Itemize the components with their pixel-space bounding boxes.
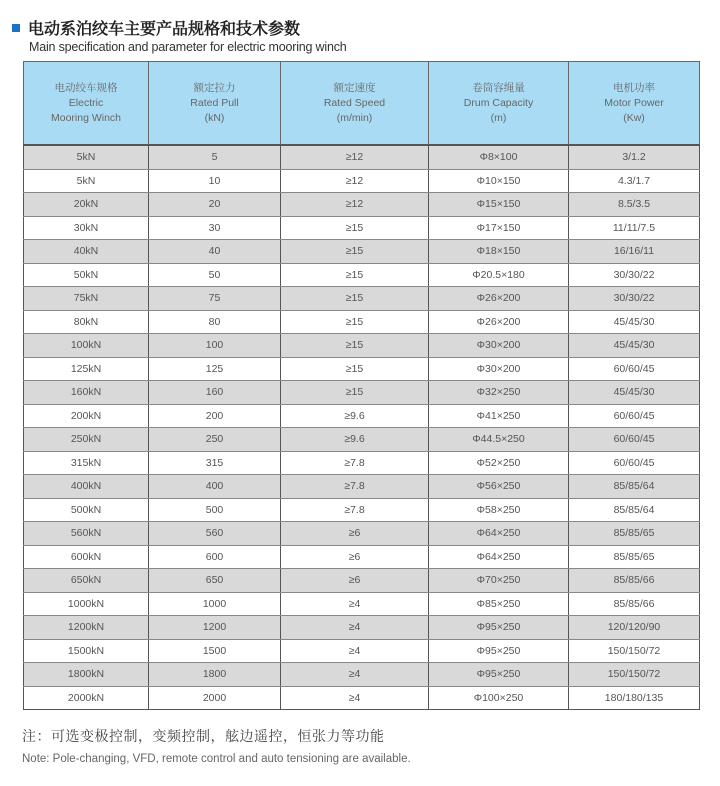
- header-label-cn: 电动绞车规格: [54, 81, 118, 94]
- cell-drum-capacity: Φ17×150: [429, 216, 569, 240]
- cell-rated-speed: ≥6: [281, 522, 429, 546]
- table-row: [24, 145, 700, 169]
- cell-rated-pull: 10: [149, 169, 281, 193]
- table-row: [24, 357, 700, 381]
- cell-drum-capacity: Φ85×250: [429, 592, 569, 616]
- cell-winch-spec: 500kN: [24, 498, 149, 522]
- table-row: [24, 334, 700, 358]
- cell-rated-speed: ≥6: [281, 545, 429, 569]
- cell-rated-speed: ≥4: [281, 616, 429, 640]
- cell-winch-spec: 2000kN: [24, 686, 149, 710]
- cell-winch-spec: 100kN: [24, 334, 149, 358]
- cell-winch-spec: 315kN: [24, 451, 149, 475]
- cell-rated-pull: 5: [149, 145, 281, 169]
- cell-motor-power: 85/85/66: [569, 592, 700, 616]
- cell-motor-power: 4.3/1.7: [569, 169, 700, 193]
- cell-winch-spec: 160kN: [24, 381, 149, 405]
- cell-drum-capacity: Φ10×150: [429, 169, 569, 193]
- cell-drum-capacity: Φ15×150: [429, 193, 569, 217]
- cell-rated-speed: ≥15: [281, 287, 429, 311]
- cell-rated-pull: 1000: [149, 592, 281, 616]
- table-row: [24, 592, 700, 616]
- cell-drum-capacity: Φ30×200: [429, 357, 569, 381]
- cell-winch-spec: 75kN: [24, 287, 149, 311]
- cell-rated-pull: 200: [149, 404, 281, 428]
- cell-rated-pull: 315: [149, 451, 281, 475]
- cell-rated-speed: ≥15: [281, 216, 429, 240]
- cell-motor-power: 85/85/65: [569, 545, 700, 569]
- cell-motor-power: 30/30/22: [569, 287, 700, 311]
- cell-rated-pull: 1500: [149, 639, 281, 663]
- cell-rated-pull: 400: [149, 475, 281, 499]
- cell-winch-spec: 30kN: [24, 216, 149, 240]
- cell-rated-speed: ≥15: [281, 310, 429, 334]
- cell-winch-spec: 1000kN: [24, 592, 149, 616]
- cell-motor-power: 45/45/30: [569, 334, 700, 358]
- cell-motor-power: 11/11/7.5: [569, 216, 700, 240]
- header-label-en1: Rated Speed: [323, 96, 386, 109]
- cell-winch-spec: 400kN: [24, 475, 149, 499]
- cell-rated-speed: ≥7.8: [281, 498, 429, 522]
- cell-rated-pull: 160: [149, 381, 281, 405]
- table-row: [24, 169, 700, 193]
- cell-drum-capacity: Φ52×250: [429, 451, 569, 475]
- header-label-cn: 额定拉力: [193, 81, 236, 94]
- cell-winch-spec: 20kN: [24, 193, 149, 217]
- header-label-cn: 卷筒容绳量: [472, 81, 525, 94]
- cell-drum-capacity: Φ18×150: [429, 240, 569, 264]
- table-row: [24, 310, 700, 334]
- table-row: [24, 663, 700, 687]
- cell-drum-capacity: Φ26×200: [429, 310, 569, 334]
- cell-rated-pull: 125: [149, 357, 281, 381]
- header-label-en1: Electric: [68, 96, 104, 109]
- header-label-en2: (kN): [204, 111, 225, 124]
- cell-motor-power: 85/85/65: [569, 522, 700, 546]
- header-rated-pull: [149, 62, 281, 146]
- cell-drum-capacity: Φ64×250: [429, 522, 569, 546]
- header-winch-spec: [24, 62, 149, 146]
- page-title-cn: 电动系泊绞车主要产品规格和技术参数: [28, 21, 301, 38]
- cell-winch-spec: 50kN: [24, 263, 149, 287]
- cell-rated-speed: ≥9.6: [281, 404, 429, 428]
- cell-rated-pull: 650: [149, 569, 281, 593]
- cell-motor-power: 60/60/45: [569, 451, 700, 475]
- table-row: [24, 287, 700, 311]
- cell-motor-power: 180/180/135: [569, 686, 700, 710]
- cell-motor-power: 60/60/45: [569, 404, 700, 428]
- header-drum-capacity: [429, 62, 569, 146]
- cell-rated-pull: 50: [149, 263, 281, 287]
- header-row: [24, 62, 700, 146]
- cell-motor-power: 45/45/30: [569, 310, 700, 334]
- cell-winch-spec: 5kN: [24, 145, 149, 169]
- cell-rated-speed: ≥15: [281, 240, 429, 264]
- header-label-en2: (Kw): [623, 111, 645, 124]
- cell-rated-pull: 1200: [149, 616, 281, 640]
- header-label-en2: (m): [490, 111, 507, 124]
- cell-drum-capacity: Φ44.5×250: [429, 428, 569, 452]
- table-row: [24, 404, 700, 428]
- table-row: [24, 569, 700, 593]
- cell-rated-pull: 250: [149, 428, 281, 452]
- cell-rated-speed: ≥9.6: [281, 428, 429, 452]
- cell-rated-pull: 600: [149, 545, 281, 569]
- cell-rated-speed: ≥15: [281, 357, 429, 381]
- cell-rated-speed: ≥15: [281, 381, 429, 405]
- cell-drum-capacity: Φ8×100: [429, 145, 569, 169]
- spec-table-head: [24, 62, 700, 146]
- spec-table-body: [24, 145, 700, 710]
- table-row: [24, 193, 700, 217]
- page-title-en: Main specification and parameter for electric mooring winch: [29, 40, 347, 54]
- table-row: [24, 686, 700, 710]
- spec-table: [23, 61, 700, 710]
- cell-winch-spec: 5kN: [24, 169, 149, 193]
- cell-rated-pull: 20: [149, 193, 281, 217]
- cell-winch-spec: 650kN: [24, 569, 149, 593]
- cell-drum-capacity: Φ30×200: [429, 334, 569, 358]
- cell-rated-pull: 500: [149, 498, 281, 522]
- header-motor-power: [569, 62, 700, 146]
- table-row: [24, 381, 700, 405]
- cell-winch-spec: 125kN: [24, 357, 149, 381]
- table-row: [24, 240, 700, 264]
- cell-drum-capacity: Φ100×250: [429, 686, 569, 710]
- cell-rated-speed: ≥7.8: [281, 475, 429, 499]
- cell-motor-power: 30/30/22: [569, 263, 700, 287]
- cell-rated-speed: ≥12: [281, 145, 429, 169]
- cell-motor-power: 85/85/66: [569, 569, 700, 593]
- cell-drum-capacity: Φ32×250: [429, 381, 569, 405]
- cell-motor-power: 85/85/64: [569, 498, 700, 522]
- cell-drum-capacity: Φ70×250: [429, 569, 569, 593]
- cell-winch-spec: 250kN: [24, 428, 149, 452]
- cell-rated-speed: ≥4: [281, 686, 429, 710]
- cell-drum-capacity: Φ95×250: [429, 639, 569, 663]
- cell-rated-speed: ≥4: [281, 592, 429, 616]
- cell-drum-capacity: Φ64×250: [429, 545, 569, 569]
- cell-motor-power: 120/120/90: [569, 616, 700, 640]
- header-label-en2: (m/min): [336, 111, 373, 124]
- cell-rated-speed: ≥15: [281, 263, 429, 287]
- cell-rated-pull: 80: [149, 310, 281, 334]
- header-label-en2: Mooring Winch: [50, 111, 122, 124]
- cell-motor-power: 16/16/11: [569, 240, 700, 264]
- title-cn-row: [12, 16, 347, 39]
- header-label-cn: 电机功率: [613, 81, 655, 94]
- cell-rated-pull: 30: [149, 216, 281, 240]
- square-bullet-icon: [12, 24, 20, 32]
- cell-motor-power: 3/1.2: [569, 145, 700, 169]
- header-label-en1: Motor Power: [604, 96, 664, 109]
- cell-drum-capacity: Φ58×250: [429, 498, 569, 522]
- cell-rated-speed: ≥4: [281, 639, 429, 663]
- cell-motor-power: 45/45/30: [569, 381, 700, 405]
- cell-drum-capacity: Φ95×250: [429, 616, 569, 640]
- cell-rated-speed: ≥15: [281, 334, 429, 358]
- table-row: [24, 639, 700, 663]
- cell-rated-speed: ≥12: [281, 193, 429, 217]
- header-label-en1: Rated Pull: [190, 96, 239, 109]
- cell-winch-spec: 600kN: [24, 545, 149, 569]
- header-label-cn: 额定速度: [333, 81, 376, 94]
- table-row: [24, 451, 700, 475]
- table-row: [24, 498, 700, 522]
- cell-motor-power: 150/150/72: [569, 663, 700, 687]
- table-row: [24, 428, 700, 452]
- table-row: [24, 475, 700, 499]
- cell-rated-pull: 40: [149, 240, 281, 264]
- cell-winch-spec: 1800kN: [24, 663, 149, 687]
- cell-motor-power: 8.5/3.5: [569, 193, 700, 217]
- cell-drum-capacity: Φ26×200: [429, 287, 569, 311]
- table-row: [24, 522, 700, 546]
- note-cn: 注：可选变极控制，变频控制，舷边遥控，恒张力等功能: [22, 728, 385, 744]
- cell-rated-pull: 560: [149, 522, 281, 546]
- cell-motor-power: 85/85/64: [569, 475, 700, 499]
- cell-drum-capacity: Φ20.5×180: [429, 263, 569, 287]
- table-row: [24, 545, 700, 569]
- cell-motor-power: 150/150/72: [569, 639, 700, 663]
- cell-motor-power: 60/60/45: [569, 428, 700, 452]
- cell-winch-spec: 40kN: [24, 240, 149, 264]
- cell-rated-speed: ≥4: [281, 663, 429, 687]
- cell-winch-spec: 1200kN: [24, 616, 149, 640]
- header-rated-speed: [281, 62, 429, 146]
- cell-rated-pull: 2000: [149, 686, 281, 710]
- cell-drum-capacity: Φ56×250: [429, 475, 569, 499]
- table-row: [24, 216, 700, 240]
- cell-drum-capacity: Φ95×250: [429, 663, 569, 687]
- cell-winch-spec: 80kN: [24, 310, 149, 334]
- cell-drum-capacity: Φ41×250: [429, 404, 569, 428]
- page-header: [12, 16, 347, 54]
- cell-rated-speed: ≥6: [281, 569, 429, 593]
- cell-rated-pull: 100: [149, 334, 281, 358]
- table-row: [24, 263, 700, 287]
- cell-motor-power: 60/60/45: [569, 357, 700, 381]
- cell-rated-pull: 1800: [149, 663, 281, 687]
- cell-winch-spec: 200kN: [24, 404, 149, 428]
- cell-rated-pull: 75: [149, 287, 281, 311]
- cell-rated-speed: ≥7.8: [281, 451, 429, 475]
- table-row: [24, 616, 700, 640]
- header-label-en1: Drum Capacity: [463, 96, 534, 109]
- note-en: Note: Pole-changing, VFD, remote control and auto tensioning are available.: [22, 753, 411, 765]
- cell-rated-speed: ≥12: [281, 169, 429, 193]
- cell-winch-spec: 1500kN: [24, 639, 149, 663]
- cell-winch-spec: 560kN: [24, 522, 149, 546]
